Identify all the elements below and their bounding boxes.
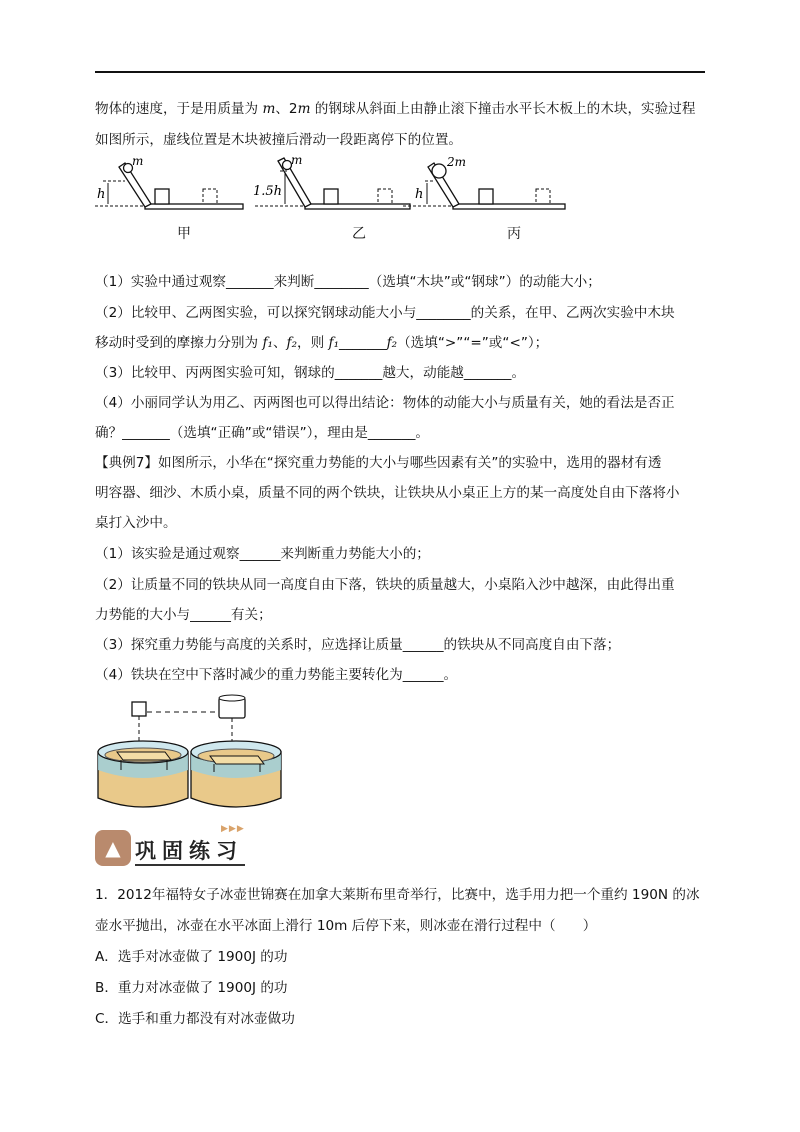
wood-block [479, 189, 493, 204]
option-a: A．选手对冰壶做了 1900J 的功 [95, 949, 288, 965]
mass-label: m [291, 157, 303, 167]
friction-symbol: f₁ [328, 335, 340, 351]
example-7-question-3: （3）探究重力势能与高度的关系时，应选择让质量______的铁块从不同高度自由下落； [95, 637, 621, 653]
graduation-cap-icon: ▲ [95, 830, 131, 866]
question-1: （1）实验中通过观察_______来判断________（选填“木块”或“钢球”）的动能大小； [95, 274, 601, 290]
section-underline [135, 864, 245, 866]
friction-symbol: f₁ [262, 335, 273, 351]
exercise-1-line-2: 壶水平抛出，冰壶在水平冰面上滑行 10m 后停下来，则冰壶在滑行过程中（ ） [95, 918, 597, 934]
question-text: 、 [272, 335, 287, 351]
panel-jia [95, 157, 243, 209]
example-7-line-3: 桌打入沙中。 [95, 515, 177, 531]
example-7-line-1: 【典例7】如图所示，小华在“探究重力势能的大小与哪些因素有关”的实验中，选用的器材有透 [95, 455, 662, 471]
question-2-line-2 [95, 333, 710, 353]
question-4-line-1: （4）小丽同学认为用乙、丙两图也可以得出结论：物体的动能大小与质量有关，她的看法是否正 [95, 395, 675, 411]
board [453, 204, 565, 209]
exercise-1-line-1: 1．2012年福特女子冰壶世锦赛在加拿大莱斯布里奇举行，比赛中，选手用力把一个重约 190N 的冰 [95, 887, 700, 903]
container-left [98, 741, 188, 807]
panel-bing [403, 157, 565, 209]
example-7-question-1: （1）该实验是通过观察______来判断重力势能大小的； [95, 546, 430, 562]
block-final-position [203, 189, 217, 204]
example-7-line-2: 明容器、细沙、木质小桌，质量不同的两个铁块，让铁块从小桌正上方的某一高度处自由下落将小 [95, 485, 680, 501]
option-b: B．重力对冰壶做了 1900J 的功 [95, 980, 288, 996]
sand-table-figure [95, 690, 325, 820]
caption-jia: 甲 [177, 226, 191, 242]
board [305, 204, 410, 209]
board [145, 204, 243, 209]
caption-yi: 乙 [352, 226, 366, 242]
intro-line-1 [95, 99, 710, 119]
section-title: 巩固练习 [135, 839, 243, 863]
small-iron-block [132, 702, 146, 716]
mass-symbol: m [297, 101, 311, 117]
example-7-question-2-line-2: 力势能的大小与______有关； [95, 607, 272, 623]
mass-symbol: m [262, 101, 276, 117]
option-c: C．选手和重力都没有对冰壶做功 [95, 1011, 295, 1027]
example-7-question-4: （4）铁块在空中下落时减少的重力势能主要转化为______。 [95, 667, 458, 683]
intro-text: 、2 [275, 101, 298, 117]
example-7-question-2-line-1: （2）让质量不同的铁块从同一高度自由下落，铁块的质量越大，小桌陷入沙中越深，由此得出重 [95, 577, 675, 593]
question-text: 移动时受到的摩擦力分别为 [95, 335, 263, 351]
panel-yi [253, 157, 410, 209]
intro-line-2: 如图所示，虚线位置是木块被撞后滑动一段距离停下的位置。 [95, 132, 463, 148]
question-2-line-1: （2）比较甲、乙两图实验，可以探究钢球动能大小与________的关系，在甲、乙两次实验中木块 [95, 305, 675, 321]
height-label: h [97, 187, 106, 202]
iron-block-top [219, 695, 245, 701]
block-final-position [536, 189, 550, 204]
height-label: h [415, 187, 424, 202]
question-text: （选填“>”“=”或“<”）； [397, 335, 549, 351]
steel-ball [432, 164, 446, 178]
mass-label: 2m [447, 157, 467, 169]
friction-symbol: f₂ [286, 335, 298, 351]
question-text: ，则 [297, 335, 329, 351]
mass-label: m [132, 157, 144, 168]
arrows-icon: ▶▶▶ [221, 824, 245, 834]
wood-block [324, 189, 338, 204]
wood-block [155, 189, 169, 204]
height-label: 1.5h [253, 184, 283, 199]
friction-symbol: f₂ [386, 335, 398, 351]
question-3: （3）比较甲、丙两图实验可知，钢球的_______越大，动能越_______。 [95, 365, 526, 381]
header-rule [95, 71, 705, 73]
intro-text: 的钢球从斜面上由静止滚下撞击水平长木板上的木块，实验过程 [310, 101, 696, 117]
caption-bing: 丙 [507, 226, 521, 242]
block-final-position [378, 189, 392, 204]
answer-blank: _______ [339, 335, 387, 351]
small-table-top [210, 756, 264, 764]
section-banner [95, 824, 245, 866]
container-right [191, 741, 281, 807]
intro-text: 物体的速度，于是用质量为 [95, 101, 263, 117]
question-4-line-2: 确？_______（选填“正确”或“错误”），理由是_______。 [95, 425, 430, 441]
small-table-top [117, 752, 171, 760]
